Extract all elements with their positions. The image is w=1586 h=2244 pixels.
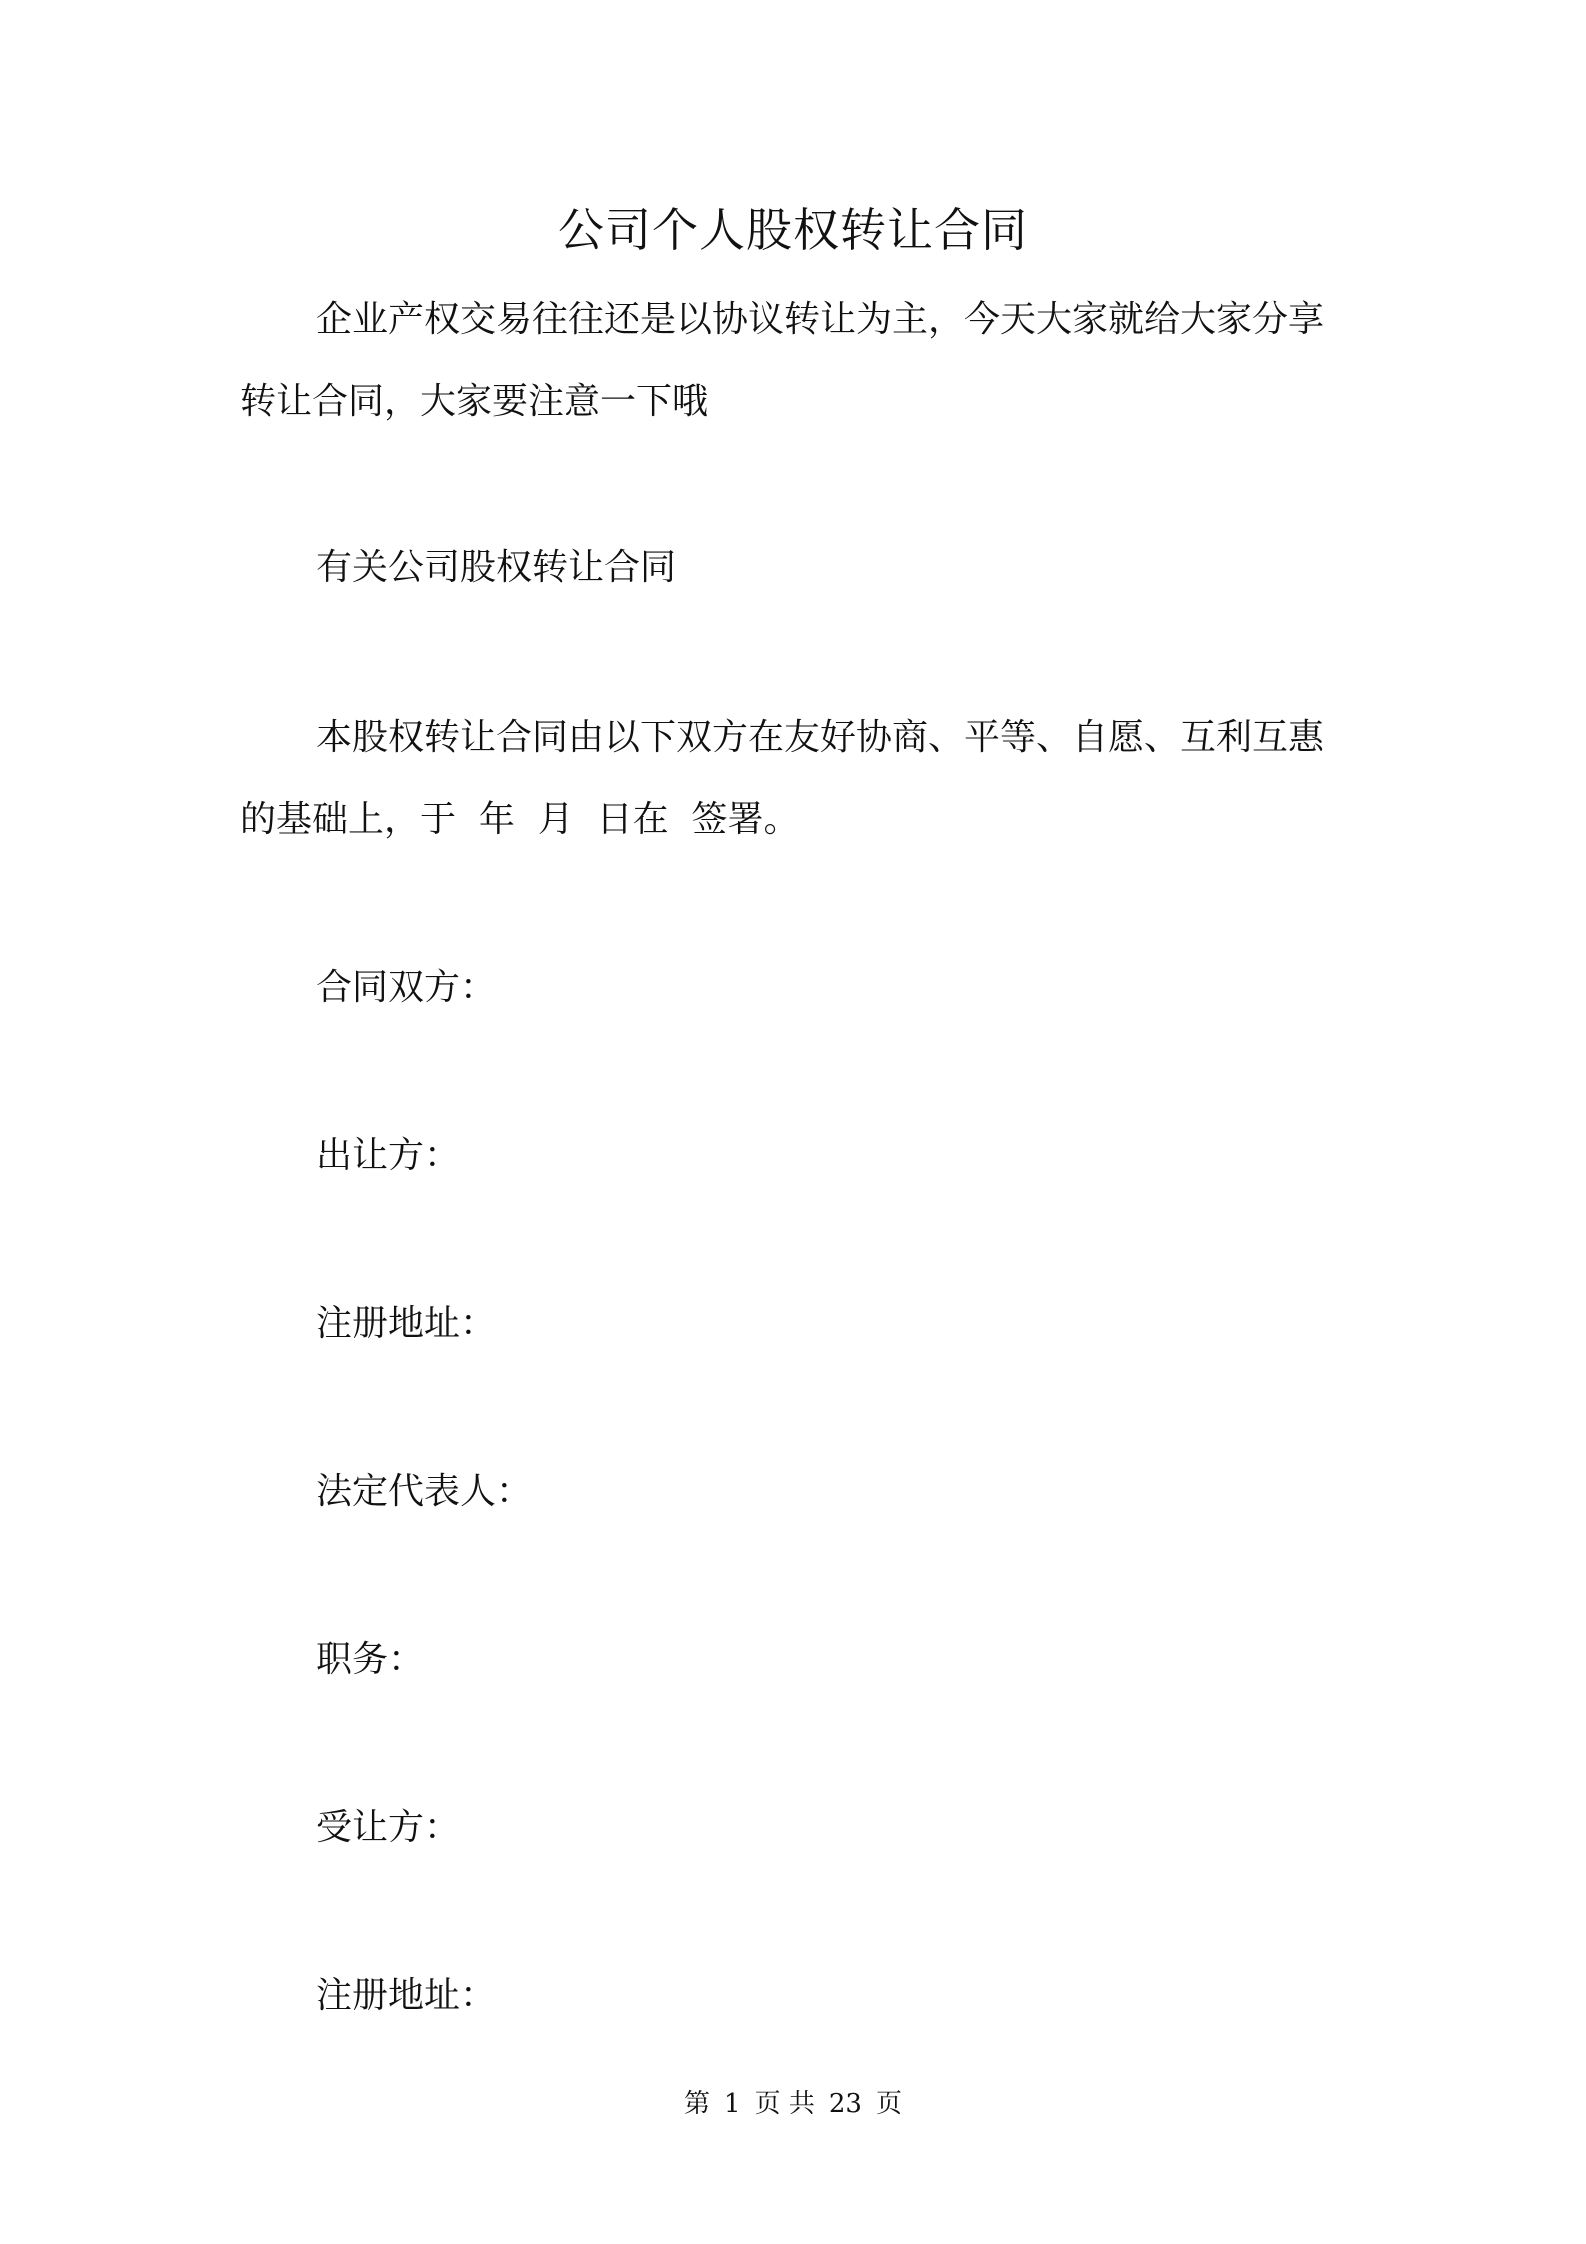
page-footer xyxy=(0,2087,1586,2121)
legal-representative-field xyxy=(240,1472,1350,1512)
position-label: 职务： xyxy=(316,1639,425,1680)
preamble-line-1: 本股权转让合同由以下双方在友好协商、平等、自愿、互利互惠 xyxy=(316,717,1325,758)
registered-address-field-2 xyxy=(240,1976,1350,2016)
registered-address-label-1: 注册地址： xyxy=(316,1303,497,1344)
transferee-field xyxy=(240,1808,1350,1848)
document-title: 公司个人股权转让合同 xyxy=(558,203,1028,257)
position-field xyxy=(240,1640,1350,1680)
legal-representative-label: 法定代表人： xyxy=(316,1471,533,1512)
footer-page-current: 1 xyxy=(724,2089,741,2119)
registered-address-label-2: 注册地址： xyxy=(316,1975,497,2016)
footer-page-suffix: 页 xyxy=(875,2089,902,2119)
transferee-label: 受让方： xyxy=(316,1807,461,1848)
parties-heading-text: 合同双方： xyxy=(316,967,497,1008)
footer-page-total: 23 xyxy=(828,2089,862,2119)
intro-paragraph xyxy=(240,300,1350,422)
footer-page-prefix: 第 xyxy=(684,2089,711,2119)
subtitle-paragraph xyxy=(240,548,1350,588)
preamble-line-2: 的基础上，于 年 月 日在 签署。 xyxy=(240,799,800,840)
footer-page-middle: 页 共 xyxy=(754,2089,815,2119)
transferor-field xyxy=(240,1136,1350,1176)
intro-line-1: 企业产权交易往往还是以协议转让为主，今天大家就给大家分享 xyxy=(316,299,1325,340)
transferor-label: 出让方： xyxy=(316,1135,461,1176)
preamble-paragraph xyxy=(240,718,1350,840)
contract-subtitle: 有关公司股权转让合同 xyxy=(316,547,677,588)
parties-heading xyxy=(240,968,1350,1008)
registered-address-field-1 xyxy=(240,1304,1350,1344)
intro-line-2: 转让合同，大家要注意一下哦 xyxy=(240,381,709,422)
